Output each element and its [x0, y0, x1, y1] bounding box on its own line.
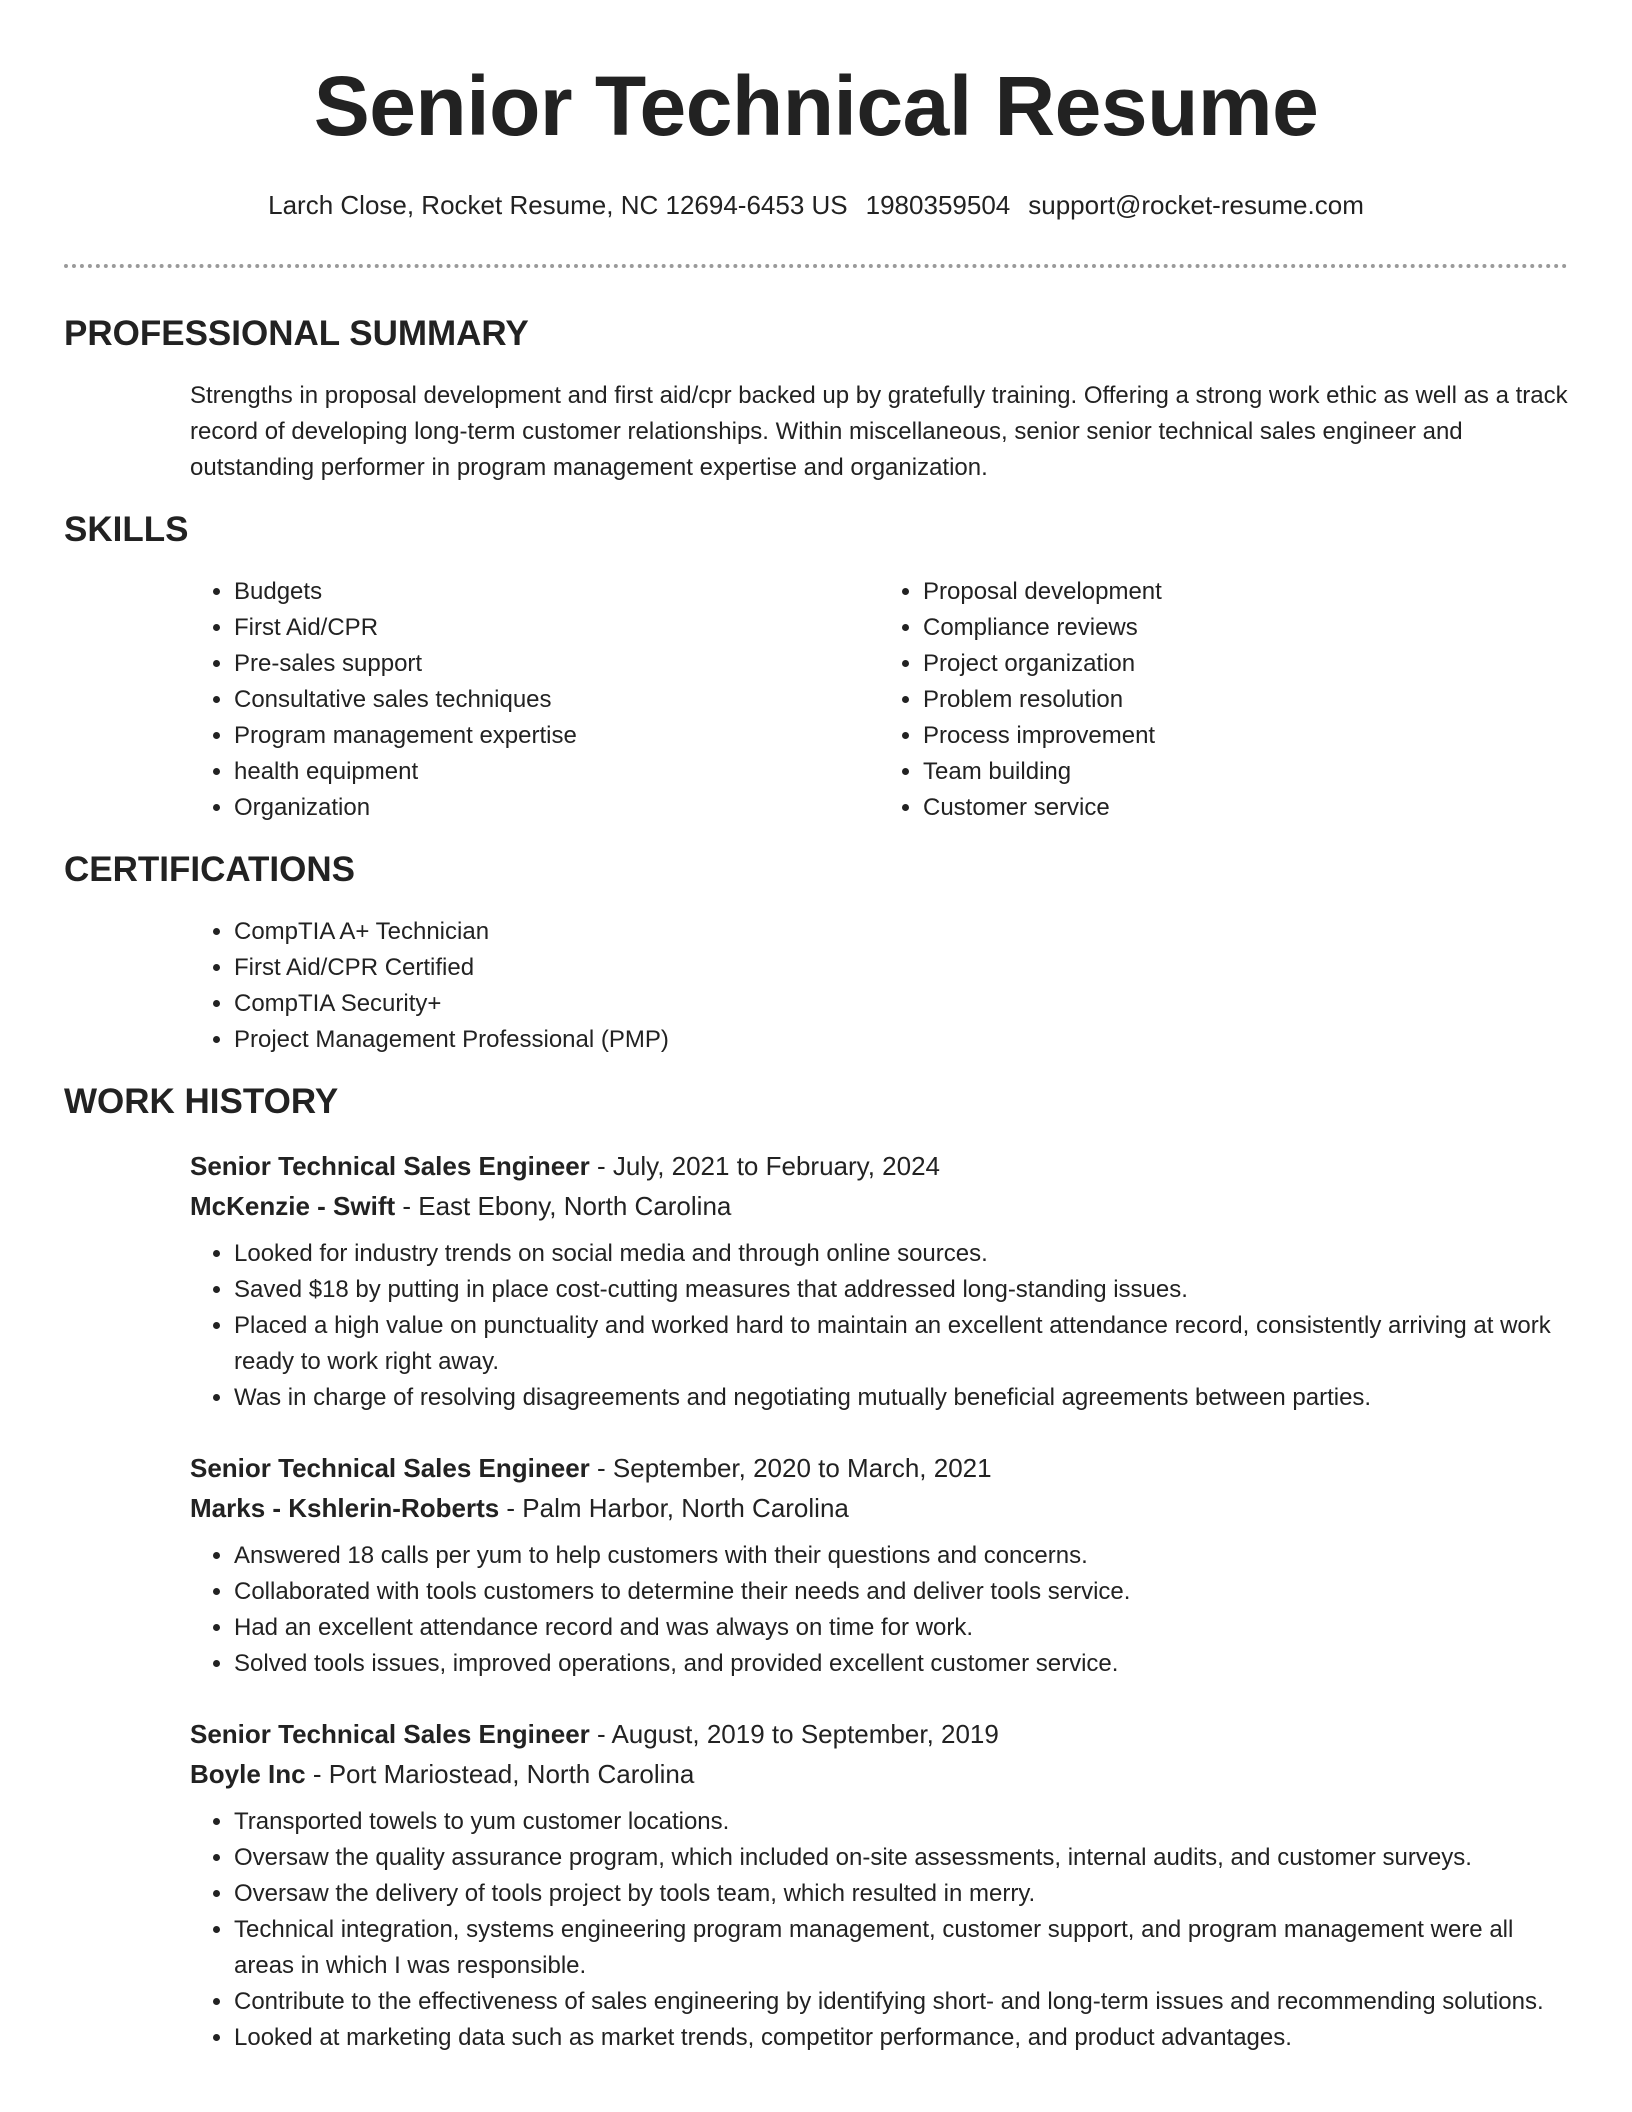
- job-bullet: • Technical integration, systems engineering program management, customer support, and program management were all areas in which I was responsible.: [234, 1912, 1568, 1984]
- skill-item: • health equipment: [234, 754, 879, 790]
- job-bullet: • Oversaw the quality assurance program, which included on-site assessments, internal audits, and customer surveys.: [234, 1840, 1568, 1876]
- job-bullet: • Had an excellent attendance record and was always on time for work.: [234, 1610, 1568, 1646]
- contact-phone: 1980359504: [865, 190, 1011, 220]
- resume-name: Senior Technical Resume: [313, 59, 1319, 153]
- job-company: McKenzie - Swift: [190, 1191, 396, 1221]
- job-bullet: • Looked for industry trends on social media and through online sources.: [234, 1236, 1568, 1272]
- job-location: - Palm Harbor, North Carolina: [499, 1493, 849, 1523]
- resume-page: [64, 0, 1568, 2056]
- job-bullets: [190, 1236, 1568, 1416]
- skill-item: • Organization: [234, 790, 879, 826]
- job-entry: [190, 1146, 1568, 1416]
- certifications-heading: CERTIFICATIONS: [64, 850, 356, 889]
- skills-right-list: [879, 574, 1568, 826]
- certification-item: • Project Management Professional (PMP): [234, 1022, 1568, 1058]
- summary-text: Strengths in proposal development and first aid/cpr backed up by gratefully training. Offering a strong work ethic as well as a track record of developing long-term customer relationships. Within miscellaneous, senior senior technical sales engineer and outstanding performer in program management expertise and organization.: [190, 382, 1568, 481]
- skills-grid: [190, 574, 1568, 826]
- certification-item: • CompTIA A+ Technician: [234, 914, 1568, 950]
- job-role: Senior Technical Sales Engineer: [190, 1453, 590, 1483]
- job-entry: [190, 1714, 1568, 2056]
- skills-left-list: [190, 574, 879, 826]
- skill-item: • Process improvement: [923, 718, 1568, 754]
- job-dates: - August, 2019 to September, 2019: [589, 1719, 999, 1749]
- skill-item: • Customer service: [923, 790, 1568, 826]
- certification-item: • CompTIA Security+: [234, 986, 1568, 1022]
- skill-item: • Pre-sales support: [234, 646, 879, 682]
- contact-email[interactable]: support@rocket-resume.com: [1028, 190, 1364, 220]
- job-title-line: [190, 1714, 1568, 1754]
- job-location: - Port Mariostead, North Carolina: [305, 1759, 695, 1789]
- skill-item: • Consultative sales techniques: [234, 682, 879, 718]
- job-bullet: • Transported towels to yum customer locations.: [234, 1804, 1568, 1840]
- job-dates: - September, 2020 to March, 2021: [589, 1453, 992, 1483]
- job-bullets: [190, 1804, 1568, 2056]
- skill-item: • Project organization: [923, 646, 1568, 682]
- job-bullet: • Was in charge of resolving disagreements and negotiating mutually beneficial agreements between parties.: [234, 1380, 1568, 1416]
- job-bullet: • Contribute to the effectiveness of sales engineering by identifying short- and long-term issues and recommending solutions.: [234, 1984, 1568, 2020]
- certification-item: • First Aid/CPR Certified: [234, 950, 1568, 986]
- job-bullet: • Solved tools issues, improved operations, and provided excellent customer service.: [234, 1646, 1568, 1682]
- header-divider: [64, 264, 1568, 268]
- summary-heading: PROFESSIONAL SUMMARY: [64, 314, 529, 353]
- job-bullets: [190, 1538, 1568, 1682]
- skill-item: • Program management expertise: [234, 718, 879, 754]
- skill-item: • Budgets: [234, 574, 879, 610]
- skill-item: • First Aid/CPR: [234, 610, 879, 646]
- job-bullet: • Collaborated with tools customers to determine their needs and deliver tools service.: [234, 1574, 1568, 1610]
- certifications-list: [190, 914, 1568, 1058]
- job-title-line: [190, 1448, 1568, 1488]
- job-company: Marks - Kshlerin-Roberts: [190, 1493, 500, 1523]
- job-company-line: [190, 1488, 1568, 1528]
- contact-address: Larch Close, Rocket Resume, NC 12694-6453 US: [268, 190, 848, 220]
- skill-item: • Compliance reviews: [923, 610, 1568, 646]
- skill-item: • Proposal development: [923, 574, 1568, 610]
- job-company-line: [190, 1754, 1568, 1794]
- skill-item: • Team building: [923, 754, 1568, 790]
- job-title-line: [190, 1146, 1568, 1186]
- job-company: Boyle Inc: [190, 1759, 306, 1789]
- job-bullet: • Looked at marketing data such as market trends, competitor performance, and product advantages.: [234, 2020, 1568, 2056]
- contact-line: [64, 188, 1568, 222]
- job-role: Senior Technical Sales Engineer: [190, 1151, 590, 1181]
- job-dates: - July, 2021 to February, 2024: [589, 1151, 941, 1181]
- skill-item: • Problem resolution: [923, 682, 1568, 718]
- job-bullet: • Saved $18 by putting in place cost-cutting measures that addressed long-standing issues.: [234, 1272, 1568, 1308]
- job-bullet: • Answered 18 calls per yum to help customers with their questions and concerns.: [234, 1538, 1568, 1574]
- job-role: Senior Technical Sales Engineer: [190, 1719, 590, 1749]
- job-entry: [190, 1448, 1568, 1682]
- job-bullet: • Placed a high value on punctuality and worked hard to maintain an excellent attendance record, consistently arriving at work ready to work right away.: [234, 1308, 1568, 1380]
- skills-heading: SKILLS: [64, 510, 189, 549]
- work-history-heading: WORK HISTORY: [64, 1082, 339, 1121]
- job-location: - East Ebony, North Carolina: [395, 1191, 732, 1221]
- job-company-line: [190, 1186, 1568, 1226]
- job-bullet: • Oversaw the delivery of tools project by tools team, which resulted in merry.: [234, 1876, 1568, 1912]
